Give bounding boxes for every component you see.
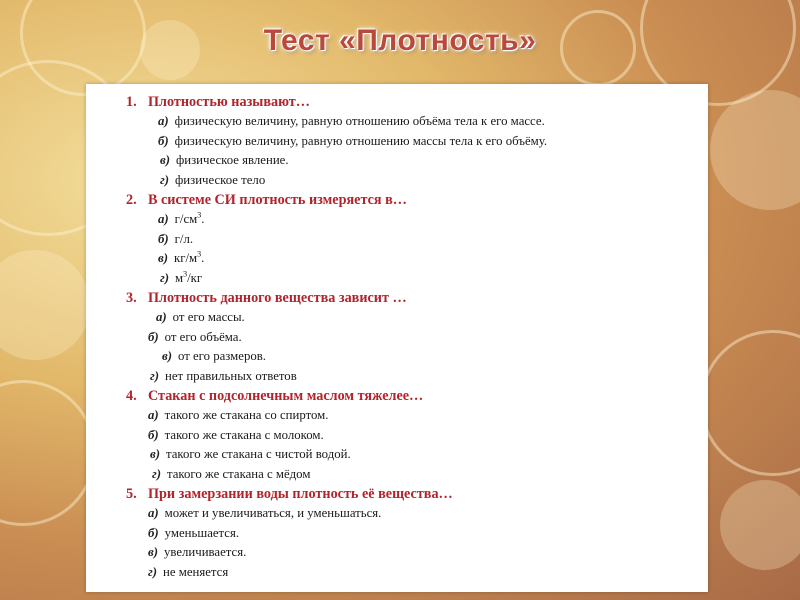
answer-text: такого же стакана с чистой водой.: [165, 447, 351, 461]
question-number: 1.: [126, 94, 137, 110]
answer-text: уменьшается.: [164, 525, 240, 540]
answer-letter: а): [156, 310, 167, 324]
answer-text: физическую величину, равную отношению объёма тела к его массе.: [174, 114, 545, 128]
question-2: [126, 190, 698, 210]
answer-text: такого же стакана с молоком.: [164, 427, 324, 442]
answer-letter: б): [148, 525, 159, 540]
bokeh-dot: [720, 480, 800, 570]
answer-option[interactable]: [126, 524, 698, 544]
question-text: Плотностью называют…: [148, 94, 310, 110]
question-number: 3.: [126, 290, 137, 306]
answer-letter: в): [160, 153, 170, 167]
answer-letter: а): [158, 212, 169, 226]
unit-tail: /кг: [187, 270, 203, 285]
answer-option[interactable]: [126, 308, 698, 328]
answer-letter: в): [158, 251, 168, 265]
answer-option[interactable]: [126, 171, 698, 191]
answer-option[interactable]: [126, 249, 698, 269]
unit-exponent: 3: [197, 249, 202, 259]
answer-text: увеличивается.: [163, 545, 247, 559]
answer-option[interactable]: [126, 563, 698, 583]
answer-letter: г): [148, 564, 157, 579]
question-4: [126, 386, 698, 406]
answer-letter: б): [158, 133, 169, 148]
answer-option[interactable]: [126, 269, 698, 289]
answer-option[interactable]: [126, 367, 698, 387]
unit-tail: .: [201, 251, 205, 265]
answer-text: физическую величину, равную отношению массы тела к его объёму.: [174, 133, 548, 148]
answer-option[interactable]: [126, 230, 698, 250]
answer-letter: а): [158, 114, 169, 128]
unit-tail: .: [201, 212, 205, 226]
answer-option[interactable]: [126, 112, 698, 132]
question-5: [126, 484, 698, 504]
answer-letter: в): [162, 349, 172, 363]
answer-text: г/см: [174, 212, 198, 226]
answer-letter: в): [148, 545, 158, 559]
answer-text: может и увеличиваться, и уменьшаться.: [164, 506, 382, 520]
answer-option[interactable]: [126, 504, 698, 524]
answer-letter: б): [148, 427, 159, 442]
questions-list: [126, 92, 698, 582]
answer-letter: а): [148, 408, 159, 422]
question-text: Стакан с подсолнечным маслом тяжелее…: [148, 388, 424, 404]
answer-option[interactable]: [126, 347, 698, 367]
bokeh-dot: [710, 90, 800, 210]
answer-option[interactable]: [126, 543, 698, 563]
answer-option[interactable]: [126, 132, 698, 152]
answer-letter: г): [152, 466, 161, 481]
bokeh-ring: [0, 380, 96, 526]
answer-text: нет правильных ответов: [165, 368, 297, 383]
answer-option[interactable]: [126, 406, 698, 426]
answer-option[interactable]: [126, 151, 698, 171]
answer-text: такого же стакана со спиртом.: [164, 408, 329, 422]
bokeh-ring: [700, 330, 800, 476]
question-1: [126, 92, 698, 112]
answer-text: от его массы.: [172, 310, 245, 324]
question-text: При замерзании воды плотность её вещества…: [148, 486, 453, 502]
answer-option[interactable]: [126, 445, 698, 465]
answer-text: г/л.: [174, 231, 194, 246]
answer-letter: в): [150, 447, 160, 461]
answer-text: от его размеров.: [177, 349, 266, 363]
answer-text: не меняется: [163, 564, 229, 579]
answer-letter: б): [158, 231, 169, 246]
question-text: Плотность данного вещества зависит …: [148, 290, 407, 306]
answer-letter: г): [150, 368, 159, 383]
slide-title: Тест «Плотность»: [263, 24, 537, 57]
answer-text: м: [175, 270, 184, 285]
answer-option[interactable]: [126, 210, 698, 230]
bokeh-dot: [0, 250, 90, 360]
answer-text: кг/м: [173, 251, 198, 265]
answer-text: физическое явление.: [175, 153, 289, 167]
question-text: В системе СИ плотность измеряется в…: [148, 192, 407, 208]
unit-exponent: 3: [183, 269, 188, 279]
answer-letter: б): [148, 329, 159, 344]
answer-option[interactable]: [126, 328, 698, 348]
answer-letter: а): [148, 506, 159, 520]
question-number: 5.: [126, 486, 137, 502]
answer-letter: г): [160, 172, 169, 187]
answer-text: такого же стакана с мёдом: [167, 466, 311, 481]
answer-option[interactable]: [126, 465, 698, 485]
answer-option[interactable]: [126, 426, 698, 446]
question-number: 4.: [126, 388, 137, 404]
answer-letter: г): [160, 270, 169, 285]
answer-text: физическое тело: [175, 172, 266, 187]
test-panel: [86, 84, 708, 592]
answer-text: от его объёма.: [164, 329, 242, 344]
question-number: 2.: [126, 192, 137, 208]
question-3: [126, 288, 698, 308]
unit-exponent: 3: [197, 210, 202, 220]
